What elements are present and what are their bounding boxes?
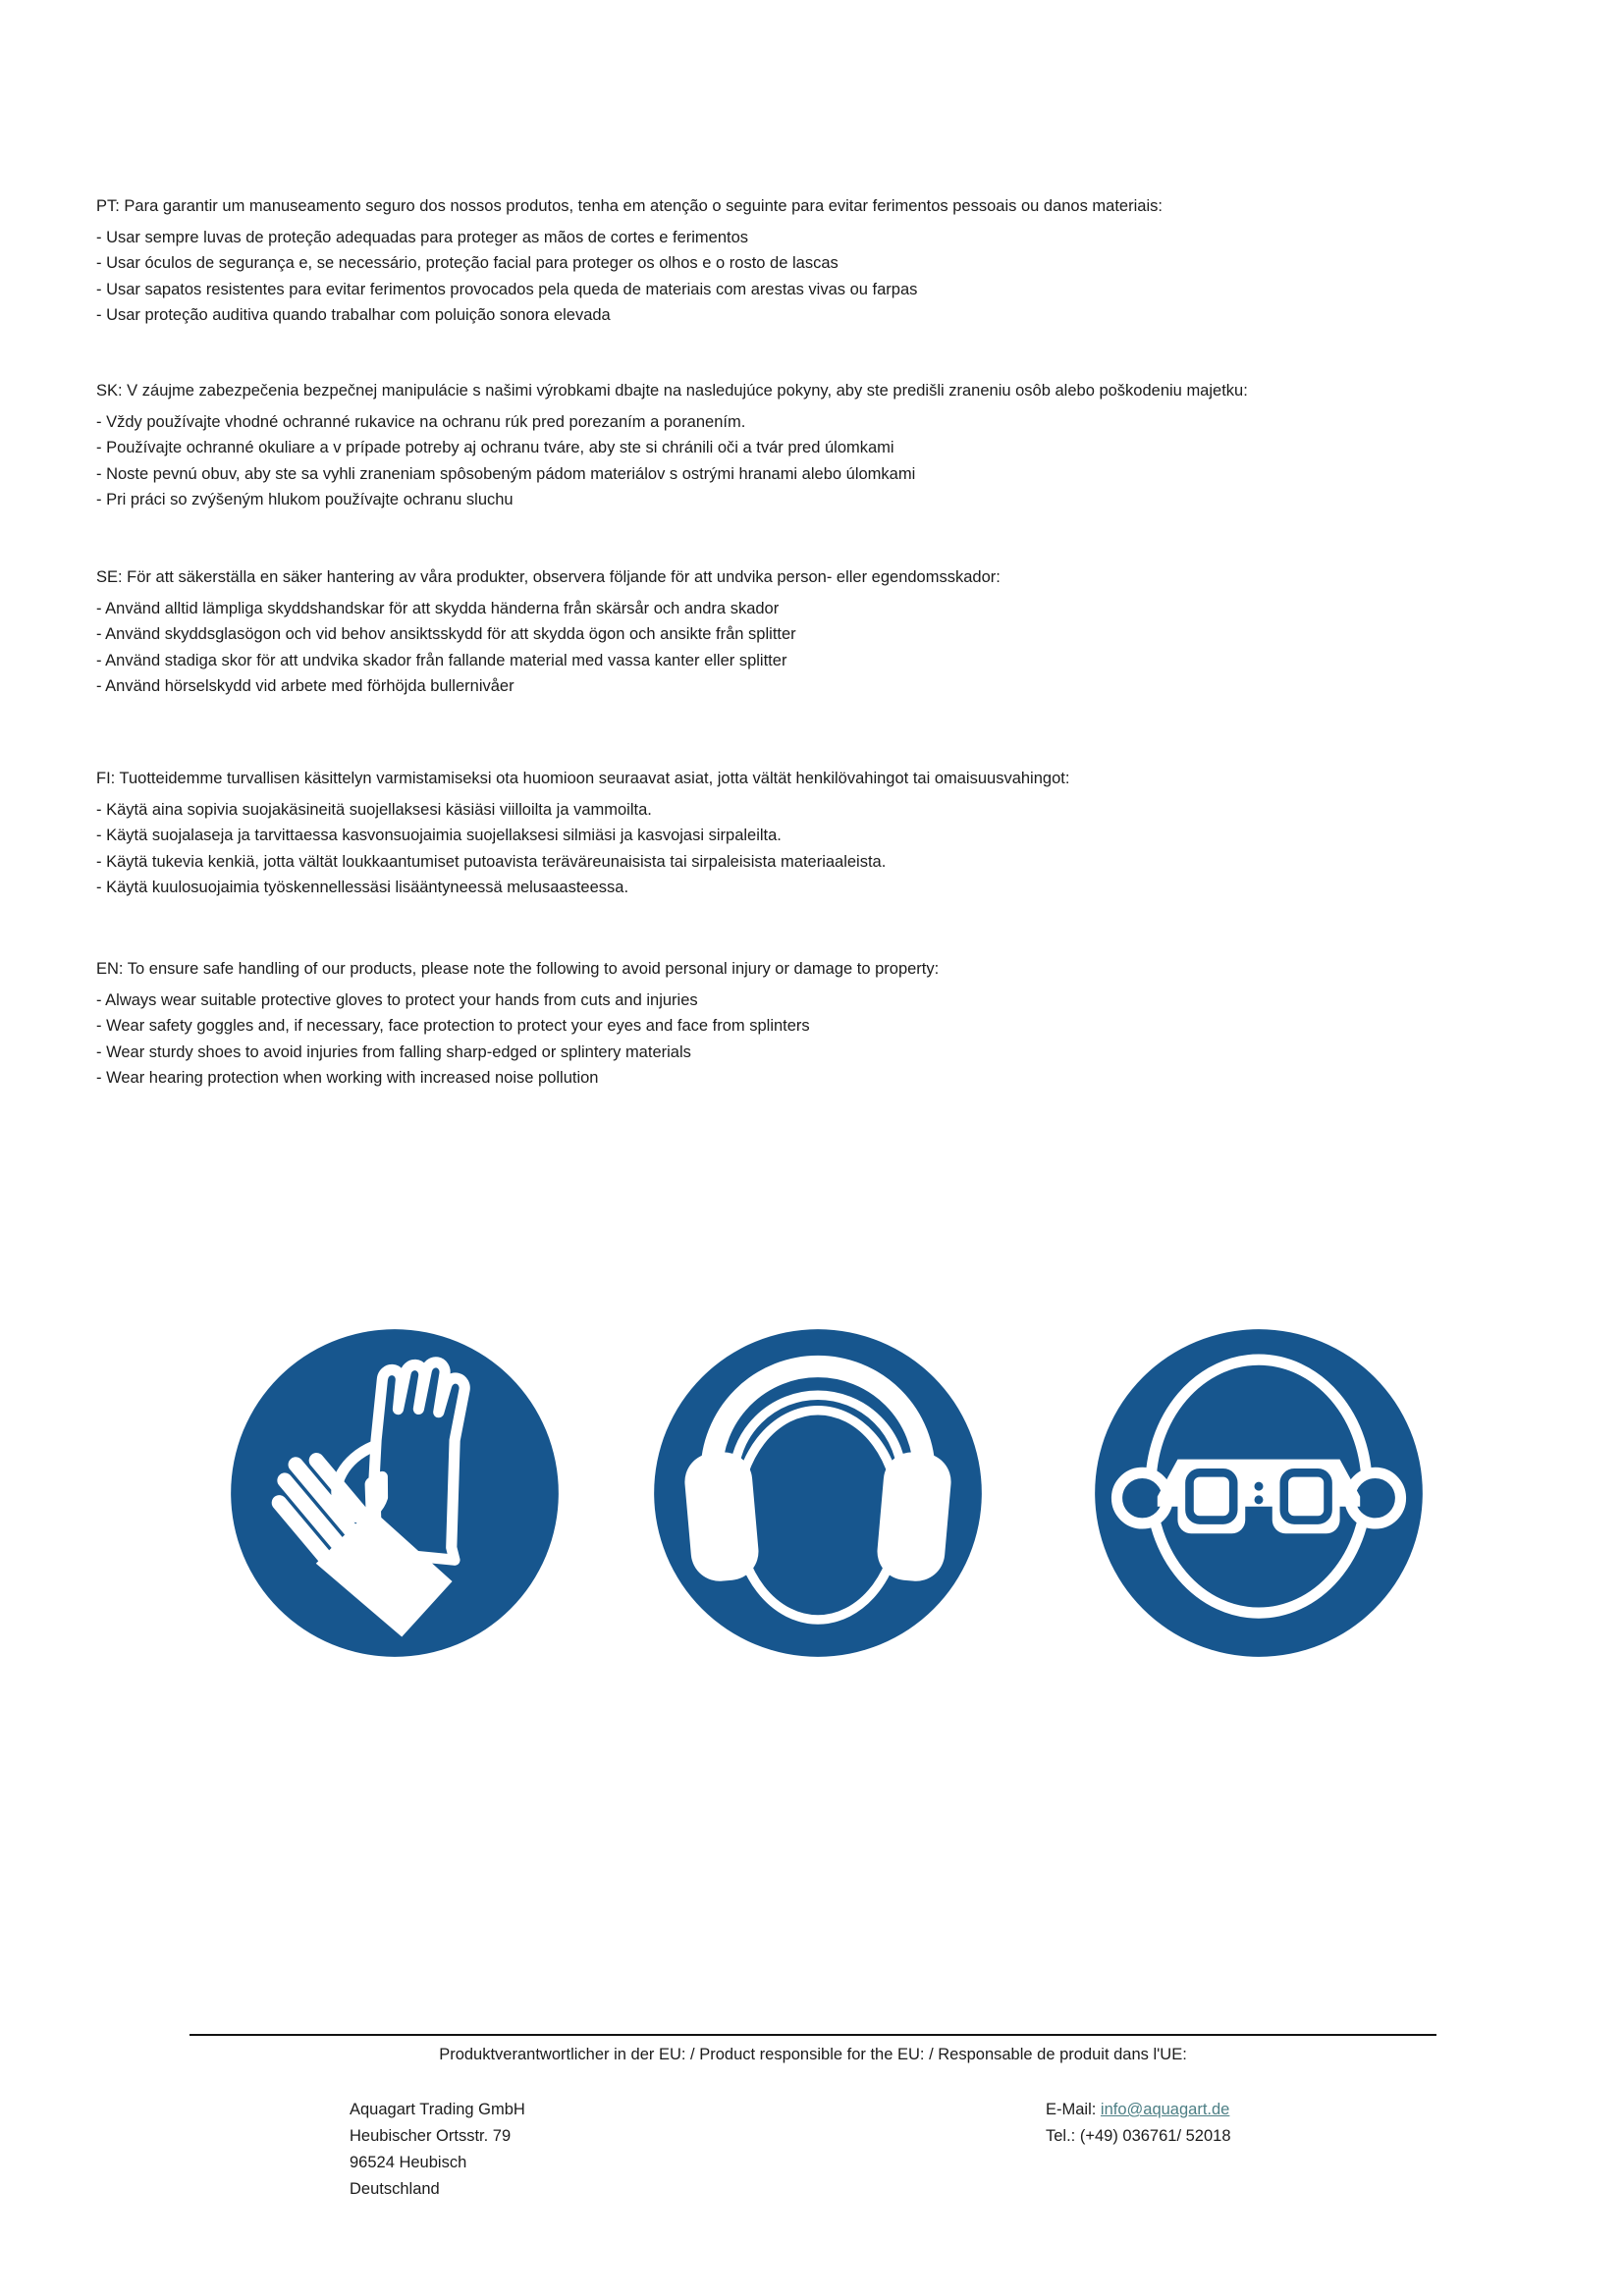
safety-instruction-line: - Vždy používajte vhodné ochranné rukavice na ochranu rúk pred porezaním a poranením.: [96, 412, 746, 431]
email-link[interactable]: info@aquagart.de: [1100, 2101, 1230, 2118]
safety-section-pt: [96, 193, 1549, 329]
company-country: Deutschland: [350, 2180, 440, 2198]
safety-instruction-line: - Käytä kuulosuojaimia työskennellessäsi lisääntyneessä melusaasteessa.: [96, 879, 629, 896]
safety-section-en: [96, 956, 1549, 1092]
safety-instruction-line: - Používajte ochranné okuliare a v prípade potreby aj ochranu tváre, aby ste si chránili oči a tvár pred úlomkami: [96, 439, 894, 456]
safety-instruction-line: - Wear hearing protection when working with increased noise pollution: [96, 1069, 599, 1087]
safety-instruction-line: - Använd hörselskydd vid arbete med förhöjda bullernivåer: [96, 677, 514, 695]
safety-instruction-line: - Wear sturdy shoes to avoid injuries from falling sharp-edged or splintery materials: [96, 1042, 691, 1061]
gloves-mandatory-icon: [226, 1324, 564, 1662]
footer-heading: Produktverantwortlicher in der EU: / Product responsible for the EU: / Responsable de produit dans l'UE:: [439, 2046, 1187, 2063]
phone-row: Tel.: (+49) 036761/ 52018: [1046, 2127, 1231, 2145]
company-name: Aquagart Trading GmbH: [350, 2101, 525, 2118]
safety-section-se: [96, 564, 1549, 700]
safety-instruction-line: - Usar sapatos resistentes para evitar ferimentos provocados pela queda de materiais com arestas vivas ou farpas: [96, 280, 918, 298]
safety-section-fi: [96, 766, 1549, 901]
section-heading: SK: V záujme zabezpečenia bezpečnej manipulácie s našimi výrobkami dbajte na nasledujúce pokyny, aby ste predišli zraneniu osôb alebo poškodeniu majetku:: [96, 382, 1248, 400]
section-heading: EN: To ensure safe handling of our products, please note the following to avoid personal injury or damage to property:: [96, 960, 940, 978]
safety-instruction-line: - Använd skyddsglasögon och vid behov ansiktsskydd för att skydda ögon och ansikte från splitter: [96, 625, 796, 643]
safety-instruction-line: - Usar sempre luvas de proteção adequadas para proteger as mãos de cortes e ferimentos: [96, 228, 749, 246]
section-heading: PT: Para garantir um manuseamento seguro dos nossos produtos, tenha em atenção o seguinte para evitar ferimentos pessoais ou danos materiais:: [96, 197, 1163, 215]
safety-instruction-line: - Wear safety goggles and, if necessary, face protection to protect your eyes and face from splinters: [96, 1017, 810, 1035]
footer-divider: [189, 2034, 1436, 2036]
safety-instruction-line: - Noste pevnú obuv, aby ste sa vyhli zraneniam spôsobeným pádom materiálov s ostrými hranami alebo úlomkami: [96, 464, 916, 483]
safety-instruction-line: - Käytä tukevia kenkiä, jotta vältät loukkaantumiset putoavista teräväreunaisista tai sirpaleisista materiaaleista.: [96, 852, 887, 871]
email-row: [1046, 2097, 1231, 2123]
section-heading: SE: För att säkerställa en säker hantering av våra produkter, observera följande för att undvika person- eller egendomsskador:: [96, 568, 1001, 586]
company-address-block: [350, 2097, 525, 2203]
safety-section-sk: [96, 378, 1549, 513]
email-label: E-Mail:: [1046, 2101, 1101, 2118]
company-city: 96524 Heubisch: [350, 2154, 467, 2171]
safety-instruction-line: - Använd stadiga skor för att undvika skador från fallande material med vassa kanter eller splitter: [96, 651, 787, 669]
safety-instruction-line: - Använd alltid lämpliga skyddshandskar för att skydda händerna från skärsår och andra skador: [96, 599, 780, 617]
section-heading: FI: Tuotteidemme turvallisen käsittelyn varmistamiseksi ota huomioon seuraavat asiat, jotta vältät henkilövahingot tai omaisuusvahingot:: [96, 770, 1070, 787]
safety-instruction-line: - Always wear suitable protective gloves to protect your hands from cuts and injuries: [96, 990, 698, 1009]
ear-protection-mandatory-icon: [649, 1324, 987, 1662]
safety-instruction-line: - Pri práci so zvýšeným hlukom používajte ochranu sluchu: [96, 491, 514, 508]
safety-instruction-line: - Usar óculos de segurança e, se necessário, proteção facial para proteger os olhos e o rosto de lascas: [96, 254, 839, 272]
contact-block: [1046, 2097, 1231, 2150]
eye-protection-mandatory-icon: [1090, 1324, 1428, 1662]
safety-instruction-line: - Käytä aina sopivia suojakäsineitä suojellaksesi käsiäsi viilloilta ja vammoilta.: [96, 800, 652, 819]
safety-instruction-line: - Usar proteção auditiva quando trabalhar com poluição sonora elevada: [96, 306, 611, 324]
company-street: Heubischer Ortsstr. 79: [350, 2127, 512, 2145]
safety-instruction-line: - Käytä suojalaseja ja tarvittaessa kasvonsuojaimia suojellaksesi silmiäsi ja kasvojasi sirpaleilta.: [96, 827, 782, 844]
